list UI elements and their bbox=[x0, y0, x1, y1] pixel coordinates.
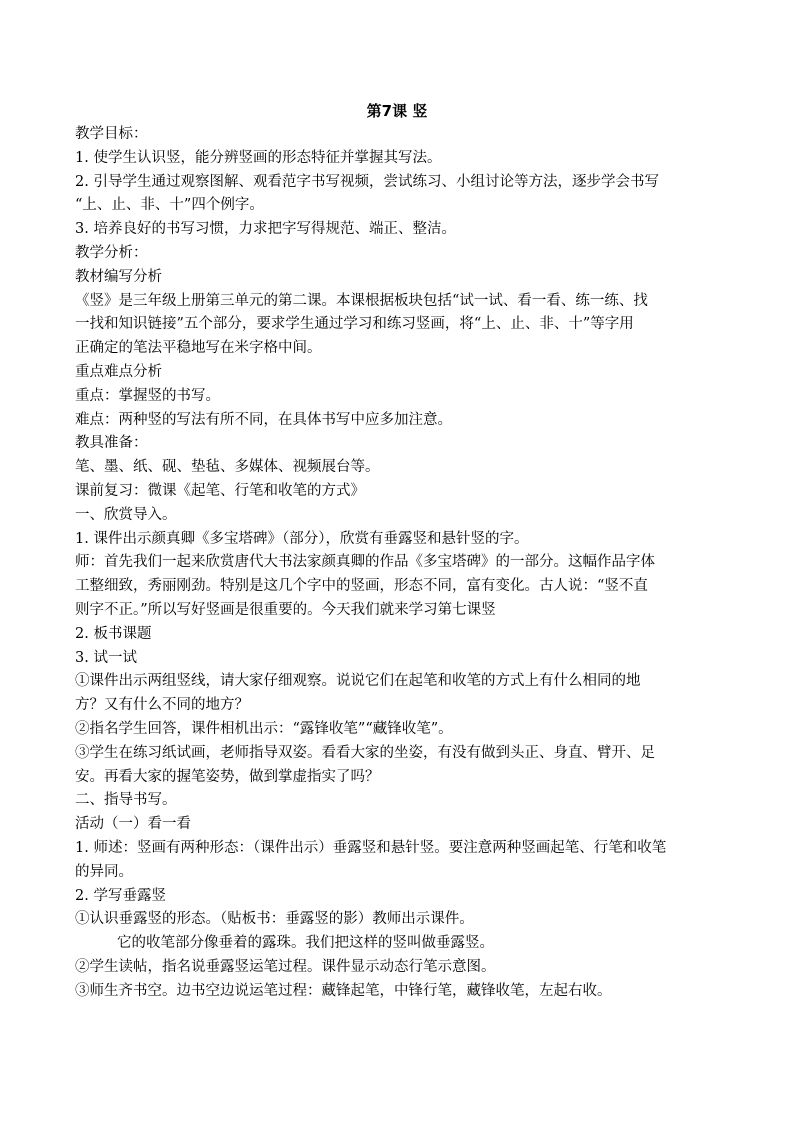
text-line: 课前复习：微课《起笔、行笔和收笔的方式》 bbox=[75, 482, 365, 499]
text-line: ①认识垂露竖的形态。（贴板书：垂露竖的影）教师出示课件。 bbox=[75, 911, 474, 928]
text-line: 2. 引导学生通过观察图解、观看范字书写视频，尝试练习、小组讨论等方法，逐步学会书写 bbox=[75, 173, 659, 190]
section-heading: 教学分析： bbox=[75, 244, 148, 261]
text-line: 工整细致，秀丽刚劲。特别是这几个字中的竖画，形态不同，富有变化。古人说：“竖不直 bbox=[75, 578, 648, 595]
document-body bbox=[75, 123, 730, 1003]
text-line: 1. 使学生认识竖，能分辨竖画的形态特征并掌握其写法。 bbox=[75, 149, 442, 166]
text-line: 1. 课件出示颜真卿《多宝塔碑》（部分），欣赏有垂露竖和悬针竖的字。 bbox=[75, 530, 529, 547]
text-line: 2. 板书课题 bbox=[75, 625, 152, 642]
text-line: 正确定的笔法平稳地写在米字格中间。 bbox=[75, 340, 322, 357]
text-line: “上、止、非、十”四个例字。 bbox=[75, 197, 264, 214]
text-line: 安。再看大家的握笔姿势，做到掌虚指实了吗？ bbox=[75, 768, 380, 785]
text-line: 《竖》是三年级上册第三单元的第二课。本课根据板块包括“试一试、看一看、练一练、找 bbox=[75, 292, 648, 309]
text-line: 3. 培养良好的书写习惯，力求把字写得规范、端正、整洁。 bbox=[75, 221, 456, 238]
text-line: 3. 试一试 bbox=[75, 649, 137, 666]
page-title: 第7课 竖 bbox=[366, 102, 428, 120]
text-line: 的异同。 bbox=[75, 863, 133, 880]
text-line: ②指名学生回答，课件相机出示：“露锋收笔”“藏锋收笔”。 bbox=[75, 720, 453, 737]
text-line: 2. 学写垂露竖 bbox=[75, 887, 166, 904]
text-line: 它的收笔部分像垂着的露珠。我们把这样的竖叫做垂露竖。 bbox=[117, 935, 494, 952]
text-line: ②学生读帖，指名说垂露竖运笔过程。课件显示动态行笔示意图。 bbox=[75, 958, 496, 975]
text-line: 重点难点分析 bbox=[75, 363, 162, 380]
text-line: ③学生在练习纸试画，老师指导双姿。看看大家的坐姿，有没有做到头正、身直、臂开、足 bbox=[75, 744, 655, 761]
text-line: 1. 师述：竖画有两种形态：（课件出示）垂露竖和悬针竖。要注意两种竖画起笔、行笔和收笔 bbox=[75, 839, 667, 856]
text-line: 教学目标： bbox=[75, 126, 148, 142]
text-line: 教材编写分析 bbox=[75, 268, 162, 285]
text-line: 难点：两种竖的写法有所不同，在具体书写中应多加注意。 bbox=[75, 411, 452, 428]
text-line: 活动（一）看一看 bbox=[75, 816, 191, 833]
text-line: 方？又有什么不同的地方？ bbox=[75, 697, 249, 714]
text-line: 重点：掌握竖的书写。 bbox=[75, 387, 220, 404]
text-line: 师：首先我们一起来欣赏唐代大书法家颜真卿的作品《多宝塔碑》的一部分。这幅作品字体 bbox=[75, 554, 655, 571]
text-line: ①课件出示两组竖线，请大家仔细观察。说说它们在起笔和收笔的方式上有什么相同的地 bbox=[75, 673, 641, 690]
text-line: 一找和知识链接”五个部分，要求学生通过学习和练习竖画，将“上、止、非、十”等字用 bbox=[75, 316, 634, 333]
section-heading: 二、指导书写。 bbox=[75, 792, 177, 809]
section-heading: 教具准备： bbox=[75, 435, 148, 452]
section-heading: 一、欣赏导入。 bbox=[75, 506, 177, 523]
text-line: ③师生齐书空。边书空边说运笔过程：藏锋起笔，中锋行笔，藏锋收笔，左起右收。 bbox=[75, 982, 612, 999]
text-line: 笔、墨、纸、砚、垫毡、多媒体、视频展台等。 bbox=[75, 459, 380, 476]
text-line: 则字不正。”所以写好竖画是很重要的。今天我们就来学习第七课竖 bbox=[75, 601, 496, 618]
